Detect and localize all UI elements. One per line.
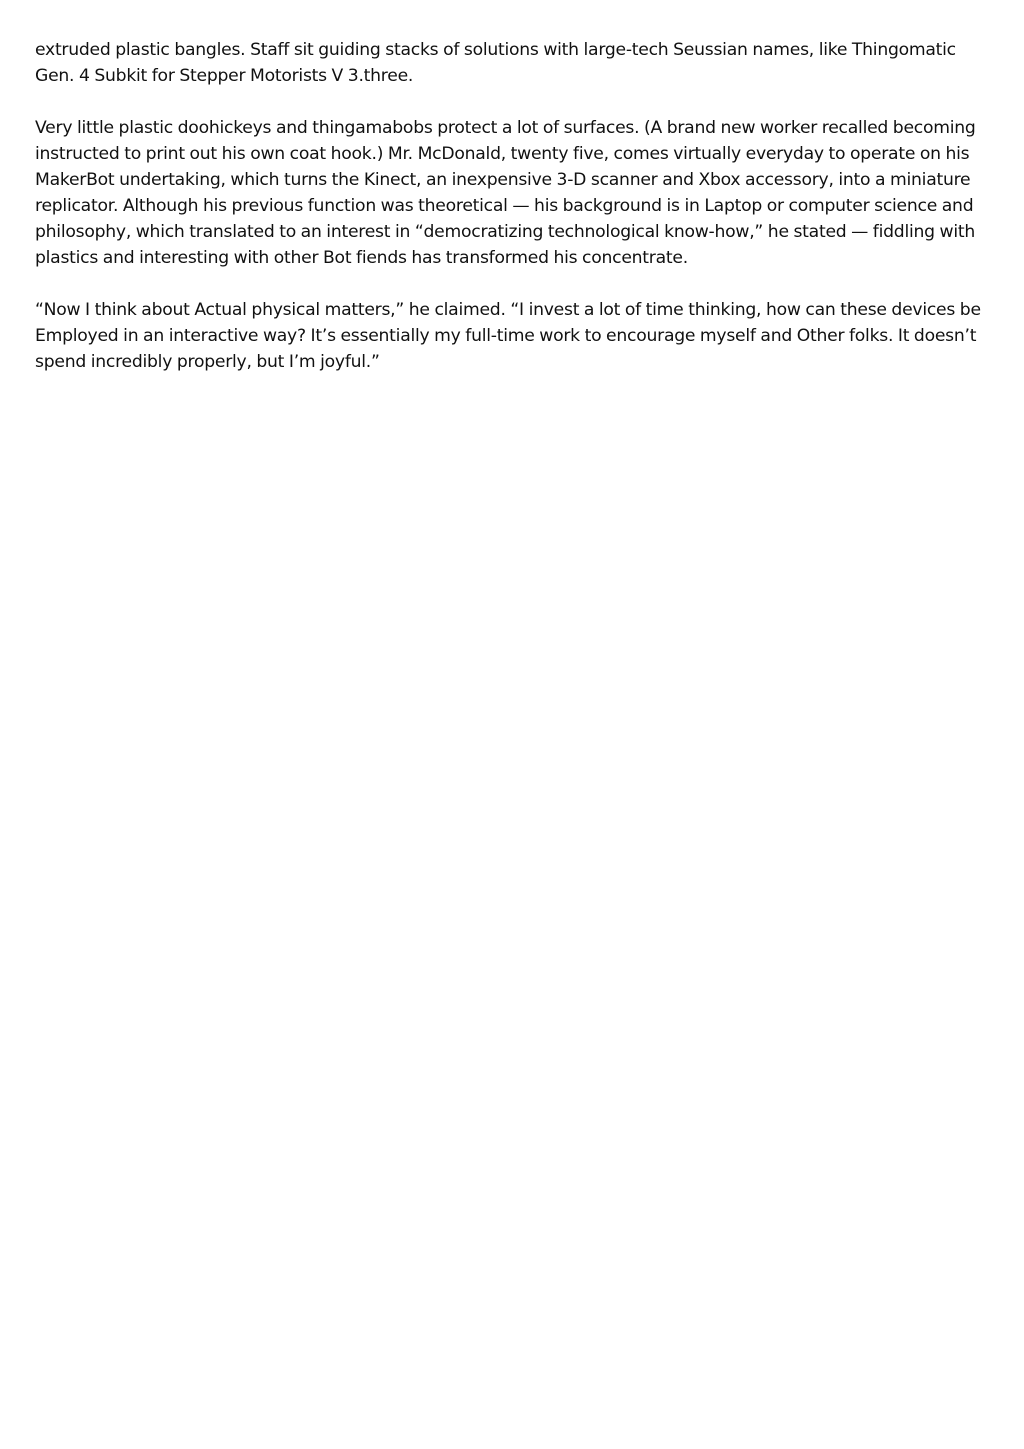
- paragraph-3: “Now I think about Actual physical matters,” he claimed. “I invest a lot of time thinking, how can these devices be Employed in an interactive way? It’s essentially my full-time work to encourage myself and Other folks. It doesn’t spend incredibly properly, but I’m joyful.”: [35, 300, 981, 372]
- paragraph-1: extruded plastic bangles. Staff sit guiding stacks of solutions with large-tech Seussian names, like Thingomatic Gen. 4 Subkit for Stepper Motorists V 3.three.: [35, 40, 956, 86]
- paragraph-2: Very little plastic doohickeys and thingamabobs protect a lot of surfaces. (A brand new worker recalled becoming instructed to print out his own coat hook.) Mr. McDonald, twenty five, comes virtually everyday to operate on his MakerBot undertaking, which turns the Kinect, an inexpensive 3-D scanner and Xbox accessory, into a miniature replicator. Although his previous function was theoretical — his background is in Laptop or computer science and philosophy, which translated to an interest in “democratizing technological know-how,” he stated — fiddling with plastics and interesting with other Bot fiends has transformed his concentrate.: [35, 118, 976, 268]
- article-body: [35, 37, 987, 401]
